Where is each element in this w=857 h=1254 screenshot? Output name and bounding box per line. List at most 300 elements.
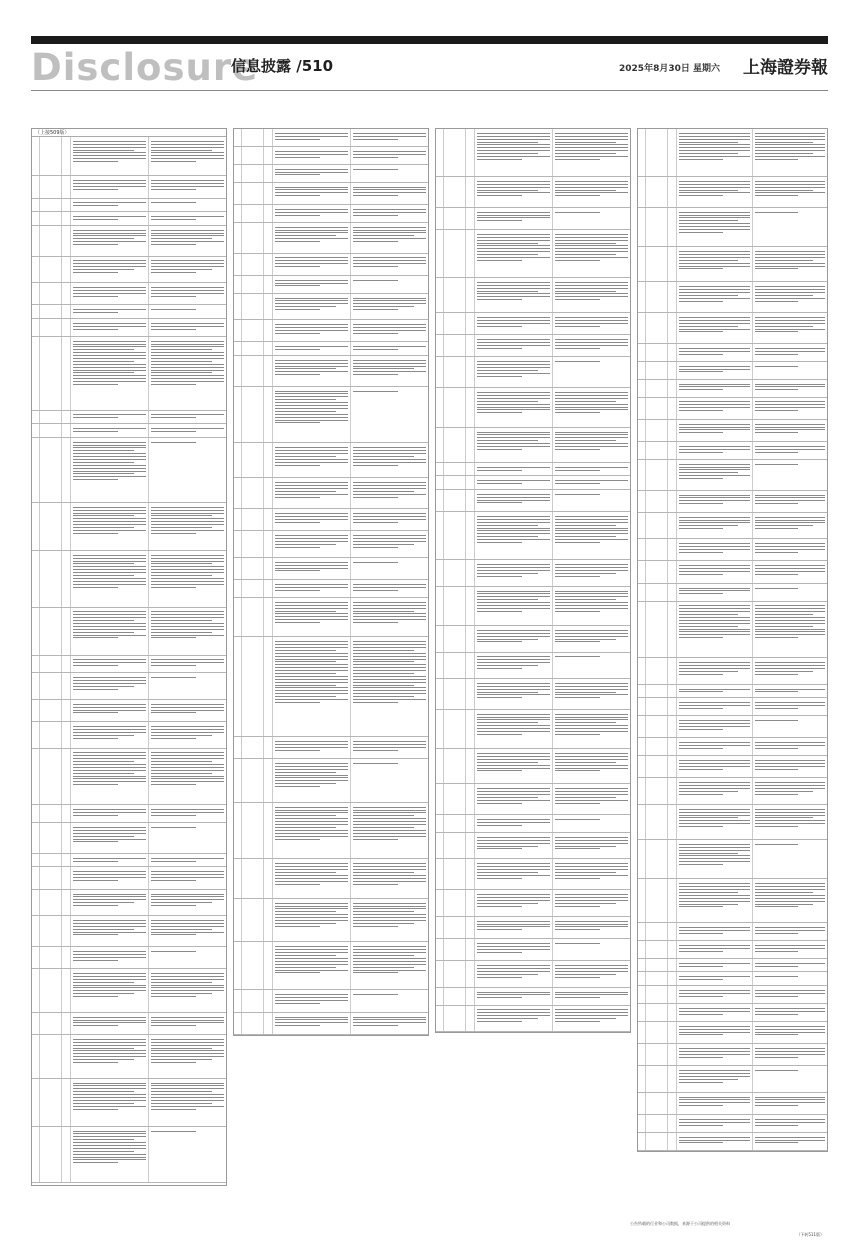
text-line xyxy=(555,1009,628,1010)
text-line xyxy=(151,296,196,297)
text-line xyxy=(353,230,426,231)
text-line xyxy=(679,858,750,859)
text-line xyxy=(73,704,146,705)
text-line xyxy=(477,373,550,374)
text-line xyxy=(755,634,826,635)
text-line xyxy=(353,215,398,216)
change-type-cell xyxy=(668,840,677,878)
text-line xyxy=(755,351,826,352)
text-line xyxy=(151,993,212,994)
text-line xyxy=(73,680,146,681)
text-line xyxy=(555,968,628,969)
article-name-cell xyxy=(40,1079,62,1126)
revised-text-cell xyxy=(351,859,428,897)
table-row xyxy=(32,283,226,305)
text-line xyxy=(275,926,320,927)
change-type-cell xyxy=(264,276,273,293)
article-name-cell xyxy=(242,443,264,477)
change-type-cell xyxy=(62,212,71,225)
original-text-cell xyxy=(677,380,753,397)
text-line xyxy=(679,826,723,827)
text-line xyxy=(353,696,414,697)
revised-text-cell xyxy=(149,1013,226,1034)
row-number-cell xyxy=(638,247,646,281)
text-line xyxy=(477,863,550,864)
text-line xyxy=(353,235,414,236)
text-line xyxy=(679,1014,723,1015)
text-line xyxy=(755,662,826,663)
text-line xyxy=(275,659,348,660)
text-line xyxy=(477,591,550,592)
revised-text-cell xyxy=(149,176,226,197)
text-line xyxy=(477,190,538,191)
article-name-cell xyxy=(646,129,668,176)
text-line xyxy=(679,853,738,854)
revised-text-cell xyxy=(351,320,428,341)
text-line xyxy=(275,1003,320,1004)
change-type-cell xyxy=(668,685,677,698)
text-line xyxy=(679,1125,723,1126)
text-line xyxy=(73,934,118,935)
text-line xyxy=(477,800,550,801)
text-line xyxy=(477,630,550,631)
text-line xyxy=(755,181,826,182)
revised-text-cell xyxy=(149,337,226,410)
text-line xyxy=(73,815,118,816)
article-name-cell xyxy=(646,208,668,246)
table-row xyxy=(436,388,630,427)
text-line xyxy=(73,445,146,446)
change-type-cell xyxy=(62,305,71,318)
revised-text-cell xyxy=(753,420,828,441)
text-line xyxy=(477,195,522,196)
text-line xyxy=(73,296,118,297)
text-line xyxy=(275,690,348,691)
table-row xyxy=(436,859,630,890)
text-line xyxy=(73,767,146,768)
text-line xyxy=(73,1106,146,1107)
table-row xyxy=(638,380,827,398)
text-line xyxy=(477,977,522,978)
text-line xyxy=(275,195,320,196)
original-text-cell xyxy=(71,749,149,805)
revised-text-cell xyxy=(553,230,630,277)
original-text-cell xyxy=(677,420,753,441)
text-line xyxy=(679,1102,750,1103)
row-number-cell xyxy=(32,805,40,822)
text-line xyxy=(151,272,196,273)
text-line xyxy=(555,840,628,841)
text-line xyxy=(353,994,398,995)
text-line xyxy=(555,291,616,292)
text-line xyxy=(353,682,426,683)
text-line xyxy=(73,951,146,952)
text-line xyxy=(73,533,118,534)
text-line xyxy=(275,747,348,748)
text-line xyxy=(755,689,826,690)
table-row xyxy=(638,1133,827,1151)
text-line xyxy=(353,327,426,328)
text-line xyxy=(555,894,628,895)
original-text-cell xyxy=(71,969,149,1012)
table-row xyxy=(638,1044,827,1066)
article-name-cell xyxy=(646,756,668,777)
table-row xyxy=(234,320,428,342)
original-text-cell xyxy=(273,899,351,942)
original-text-cell xyxy=(273,342,351,355)
text-line xyxy=(555,602,628,603)
article-name-cell xyxy=(646,698,668,715)
text-line xyxy=(353,371,426,372)
revised-text-cell xyxy=(149,867,226,888)
revised-text-cell xyxy=(753,539,828,560)
text-line xyxy=(73,244,118,245)
text-line xyxy=(555,440,616,441)
article-name-cell xyxy=(646,1066,668,1092)
text-line xyxy=(151,951,196,952)
table-row xyxy=(32,226,226,257)
text-line xyxy=(275,812,348,813)
article-name-cell xyxy=(444,859,466,889)
text-line xyxy=(679,187,750,188)
article-name-cell xyxy=(242,737,264,758)
text-line xyxy=(477,237,550,238)
text-line xyxy=(477,367,550,368)
text-line xyxy=(755,904,814,905)
article-name-cell xyxy=(646,738,668,755)
text-line xyxy=(275,136,348,137)
table-row xyxy=(638,584,827,602)
change-type-cell xyxy=(668,398,677,419)
text-line xyxy=(73,155,146,156)
text-line xyxy=(275,653,348,654)
original-text-cell xyxy=(677,313,753,343)
revised-text-cell xyxy=(753,513,828,539)
text-line xyxy=(555,533,628,534)
change-type-cell xyxy=(668,208,677,246)
article-name-cell xyxy=(242,254,264,275)
table-row xyxy=(234,759,428,803)
text-line xyxy=(151,1109,196,1110)
text-line xyxy=(477,1021,522,1022)
text-line xyxy=(73,993,134,994)
text-line xyxy=(477,717,550,718)
text-line xyxy=(679,184,750,185)
text-line xyxy=(353,192,426,193)
text-line xyxy=(275,453,348,454)
text-line xyxy=(679,452,723,453)
revised-text-cell xyxy=(149,212,226,225)
text-line xyxy=(477,361,550,362)
revised-text-cell xyxy=(753,208,828,246)
row-number-cell xyxy=(436,208,444,229)
text-line xyxy=(555,136,628,137)
row-number-cell xyxy=(436,710,444,748)
row-number-cell xyxy=(638,460,646,490)
text-line xyxy=(73,871,146,872)
row-number-cell xyxy=(638,658,646,684)
text-line xyxy=(477,187,550,188)
text-line xyxy=(679,317,750,318)
row-number-cell xyxy=(234,478,242,508)
text-line xyxy=(353,238,426,239)
text-line xyxy=(679,794,723,795)
original-text-cell xyxy=(677,879,753,922)
article-name-cell xyxy=(242,531,264,557)
revised-text-cell xyxy=(149,411,226,424)
article-name-cell xyxy=(444,710,466,748)
table-row xyxy=(32,656,226,674)
original-text-cell xyxy=(677,658,753,684)
change-type-cell xyxy=(668,879,677,922)
text-line xyxy=(679,150,750,151)
text-line xyxy=(73,233,146,234)
text-line xyxy=(353,667,426,668)
text-line xyxy=(679,809,750,810)
text-line xyxy=(555,326,600,327)
text-line xyxy=(275,266,320,267)
row-number-cell xyxy=(32,700,40,721)
text-line xyxy=(151,414,224,415)
text-line xyxy=(275,547,320,548)
text-line xyxy=(151,378,224,379)
text-line xyxy=(477,144,550,145)
row-number-cell xyxy=(638,344,646,361)
text-line xyxy=(755,620,826,621)
text-line xyxy=(755,668,826,669)
article-name-cell xyxy=(242,276,264,293)
original-text-cell xyxy=(475,335,553,356)
text-line xyxy=(73,614,146,615)
change-type-cell xyxy=(264,254,273,275)
revised-text-cell xyxy=(553,587,630,625)
text-line xyxy=(555,725,628,726)
table-row xyxy=(32,424,226,438)
text-line xyxy=(73,384,118,385)
text-line xyxy=(477,662,550,663)
text-line xyxy=(151,923,224,924)
text-line xyxy=(679,617,750,618)
text-line xyxy=(679,223,750,224)
text-line xyxy=(755,794,799,795)
article-name-cell xyxy=(242,859,264,897)
original-text-cell xyxy=(677,805,753,839)
text-line xyxy=(353,538,426,539)
text-line xyxy=(73,1142,146,1143)
text-line xyxy=(555,921,628,922)
text-line xyxy=(73,1088,146,1089)
revised-text-cell xyxy=(351,183,428,204)
text-line xyxy=(477,376,522,377)
text-line xyxy=(477,734,522,735)
row-number-cell xyxy=(32,337,40,410)
text-line xyxy=(275,920,348,921)
revised-text-cell xyxy=(149,608,226,655)
text-line xyxy=(679,1034,723,1035)
table-row xyxy=(32,319,226,337)
masthead-rule xyxy=(31,90,828,91)
text-line xyxy=(755,691,799,692)
text-line xyxy=(477,139,550,140)
text-line xyxy=(275,393,348,394)
change-type-cell xyxy=(668,778,677,804)
row-number-cell xyxy=(32,305,40,318)
text-line xyxy=(275,491,336,492)
original-text-cell xyxy=(475,587,553,625)
text-line xyxy=(555,443,628,444)
text-line xyxy=(679,432,723,433)
text-line xyxy=(73,1157,146,1158)
article-name-cell xyxy=(444,463,466,476)
revised-text-cell xyxy=(351,899,428,942)
text-line xyxy=(353,482,426,483)
revised-text-cell xyxy=(753,1022,828,1043)
original-text-cell xyxy=(71,700,149,721)
revised-text-cell xyxy=(149,722,226,748)
row-number-cell xyxy=(638,1115,646,1132)
text-line xyxy=(151,1091,212,1092)
text-line xyxy=(679,354,723,355)
text-line xyxy=(151,665,196,666)
text-line xyxy=(555,192,628,193)
text-line xyxy=(151,894,224,895)
revised-text-cell xyxy=(149,823,226,853)
original-text-cell xyxy=(475,1006,553,1032)
text-line xyxy=(755,626,814,627)
text-line xyxy=(477,770,522,771)
text-line xyxy=(275,154,348,155)
original-text-cell xyxy=(71,551,149,607)
revised-text-cell xyxy=(753,177,828,207)
text-line xyxy=(151,355,224,356)
table-row xyxy=(436,335,630,357)
change-type-cell xyxy=(668,282,677,312)
revised-text-cell xyxy=(753,1093,828,1114)
text-line xyxy=(477,212,550,213)
change-type-cell xyxy=(62,1013,71,1034)
original-text-cell xyxy=(71,283,149,304)
text-line xyxy=(477,719,550,720)
text-line xyxy=(353,839,398,840)
text-line xyxy=(679,791,738,792)
text-line xyxy=(755,1014,799,1015)
text-line xyxy=(275,824,348,825)
text-line xyxy=(151,1020,224,1021)
article-name-cell xyxy=(646,398,668,419)
text-line xyxy=(755,254,826,255)
text-line xyxy=(477,694,550,695)
text-line xyxy=(555,536,616,537)
change-type-cell xyxy=(668,738,677,755)
text-line xyxy=(679,525,738,526)
revised-text-cell xyxy=(753,1004,828,1021)
text-line xyxy=(555,339,628,340)
row-number-cell xyxy=(638,313,646,343)
row-number-cell xyxy=(436,626,444,652)
text-line xyxy=(555,212,600,213)
text-line xyxy=(755,386,826,387)
article-name-cell xyxy=(444,476,466,489)
text-line xyxy=(275,923,336,924)
row-number-cell xyxy=(638,941,646,958)
original-text-cell xyxy=(677,959,753,972)
original-text-cell xyxy=(273,183,351,204)
text-line xyxy=(555,791,628,792)
original-text-cell xyxy=(475,939,553,960)
text-line xyxy=(275,673,336,674)
text-line xyxy=(151,161,196,162)
text-line xyxy=(151,827,196,828)
text-line xyxy=(353,605,426,606)
text-line xyxy=(73,1131,146,1132)
text-line xyxy=(755,404,826,405)
text-line xyxy=(275,157,320,158)
text-line xyxy=(275,405,348,406)
text-line xyxy=(73,809,146,810)
text-line xyxy=(275,641,348,642)
row-number-cell xyxy=(234,356,242,386)
text-line xyxy=(151,344,224,345)
text-line xyxy=(151,367,224,368)
change-type-cell xyxy=(466,357,475,387)
text-line xyxy=(555,516,628,517)
text-line xyxy=(275,1025,320,1026)
text-line xyxy=(679,1137,750,1138)
text-line xyxy=(73,205,118,206)
change-type-cell xyxy=(62,503,71,550)
text-line xyxy=(477,968,550,969)
row-number-cell xyxy=(436,815,444,832)
article-name-cell xyxy=(646,1004,668,1021)
text-line xyxy=(151,1097,224,1098)
original-text-cell xyxy=(71,411,149,424)
text-line xyxy=(755,1051,826,1052)
text-line xyxy=(555,994,628,995)
text-line xyxy=(275,908,348,909)
text-line xyxy=(73,707,146,708)
text-line xyxy=(73,985,146,986)
text-line xyxy=(73,1020,146,1021)
article-name-cell xyxy=(242,1013,264,1034)
revised-text-cell xyxy=(753,247,828,281)
table-row xyxy=(436,278,630,313)
text-line xyxy=(477,906,522,907)
text-line xyxy=(755,951,799,952)
text-line xyxy=(151,150,212,151)
text-line xyxy=(679,139,750,140)
table-row xyxy=(638,208,827,247)
change-type-cell xyxy=(264,320,273,341)
text-line xyxy=(555,449,600,450)
revised-text-cell xyxy=(553,939,630,960)
original-text-cell xyxy=(677,1115,753,1132)
revised-text-cell xyxy=(149,283,226,304)
text-line xyxy=(73,561,146,562)
text-line xyxy=(679,260,738,261)
text-line xyxy=(555,260,600,261)
text-line xyxy=(151,524,224,525)
text-line xyxy=(353,661,414,662)
text-line xyxy=(555,965,628,966)
change-type-cell xyxy=(62,673,71,699)
text-line xyxy=(555,591,628,592)
row-number-cell xyxy=(436,490,444,511)
text-line xyxy=(679,634,750,635)
text-line xyxy=(679,766,750,767)
text-line xyxy=(755,1054,826,1055)
text-line xyxy=(755,257,826,258)
text-line xyxy=(477,599,538,600)
